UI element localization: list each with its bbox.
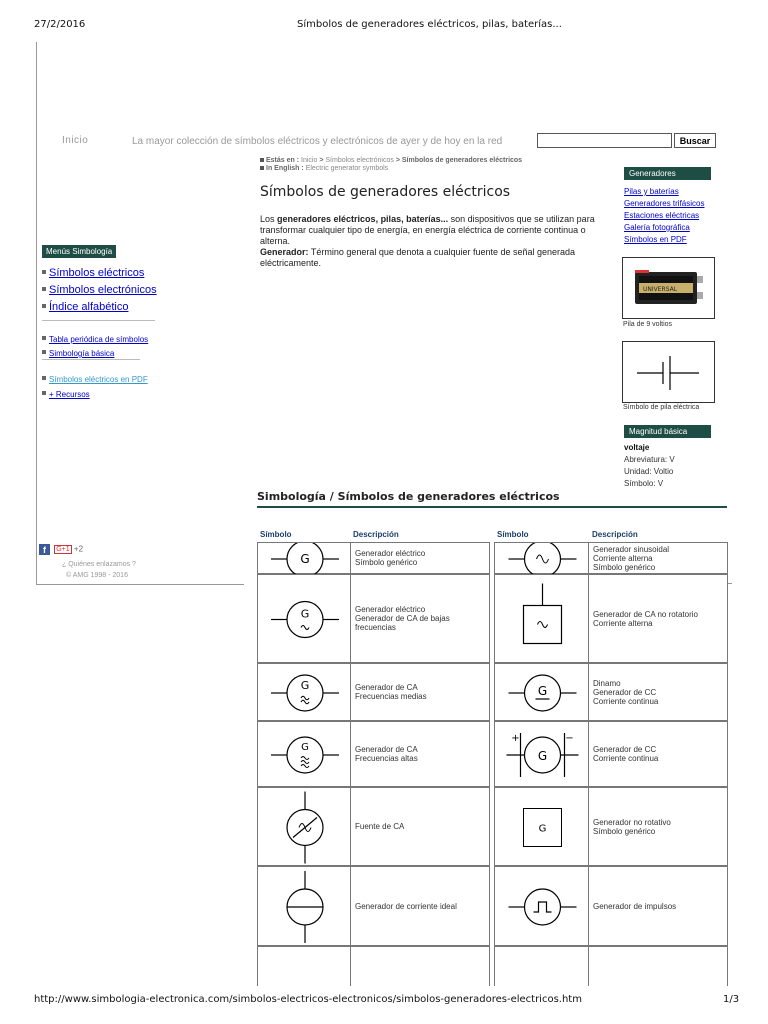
description-line: Fuente de CA [355, 822, 405, 831]
description-line: Generador sinusoidal [593, 544, 670, 554]
print-title: Símbolos de generadores eléctricos, pilas, baterías... [297, 19, 562, 30]
google-plus-button[interactable]: G+1 [56, 546, 70, 553]
description-line: Generador de CA [355, 745, 418, 754]
battery-photo[interactable] [622, 257, 715, 319]
breadcrumb-separator: > [319, 157, 324, 164]
description-cell [588, 787, 728, 866]
description-line: Símbolo genérico [593, 826, 656, 836]
symbol-cell [494, 663, 589, 721]
page-frame-tick [728, 583, 732, 584]
description-cell [350, 787, 490, 866]
battery-image-icon [623, 258, 714, 318]
menu-link[interactable]: Índice alfabético [49, 301, 129, 313]
empty-cell [494, 946, 589, 986]
dynamo-icon [495, 664, 590, 722]
svg-text:G: G [300, 679, 310, 692]
description-line: Símbolo genérico [355, 558, 418, 567]
pulse-generator-icon [495, 867, 590, 947]
definition-term: Generador: [260, 247, 309, 257]
description-line: Generador de CA [355, 683, 418, 692]
intro-text: Los [260, 214, 278, 224]
bullet-icon [42, 350, 46, 354]
symbol-cell [257, 663, 351, 721]
description-line: Corriente continua [593, 754, 659, 763]
description-line: Frecuencias medias [355, 692, 427, 701]
menu-link[interactable]: Simbología básica [49, 349, 115, 358]
description-line: Corriente continua [593, 696, 659, 706]
svg-text:G: G [301, 742, 309, 753]
symbol-cell [494, 721, 589, 787]
site-tagline: La mayor colección de símbolos eléctricos y electrónicos de ayer y de hoy en la red [132, 136, 503, 147]
bullet-icon [42, 336, 46, 340]
empty-cell [588, 946, 728, 986]
page-frame-left [36, 42, 37, 584]
svg-text:−: − [565, 733, 574, 744]
svg-text:+: + [511, 733, 520, 744]
menu-item[interactable] [42, 384, 90, 402]
search-button[interactable]: Buscar [674, 133, 716, 148]
symbol-cell [257, 542, 351, 574]
description-line: Generador eléctrico [355, 605, 426, 614]
english-link[interactable]: Electric generator symbols [305, 165, 389, 172]
symbol-cell [494, 574, 589, 663]
description-cell [588, 663, 728, 721]
menu-item[interactable] [42, 297, 129, 315]
description-line: Corriente alterna [593, 618, 653, 628]
description-line: Generador eléctrico [355, 549, 426, 558]
description-line: Generador de impulsos [593, 901, 677, 911]
battery-caption: Pila de 9 voltios [623, 321, 673, 328]
bullet-icon [42, 287, 46, 291]
print-page-number: 1/3 [723, 994, 740, 1005]
intro-bold: generadores eléctricos, pilas, baterías... [277, 214, 449, 224]
symbol-cell [257, 866, 351, 946]
generator-ac-low-freq-icon [258, 575, 352, 664]
col-header-description: Descripción [353, 530, 399, 539]
svg-text:G: G [537, 749, 548, 763]
col-header-symbol: Símbolo [260, 530, 292, 539]
sidebar-link[interactable]: Pilas y baterías [624, 187, 679, 196]
battery-symbol-icon [623, 342, 714, 402]
magnitude-abbreviation: Abreviatura: V [624, 455, 675, 464]
description-cell [350, 574, 490, 663]
description-cell [588, 542, 728, 574]
description-cell [588, 721, 728, 787]
svg-text:G: G [537, 684, 548, 698]
col-header-description: Descripción [592, 530, 638, 539]
non-rotating-generator-icon [495, 788, 590, 867]
menu-divider [42, 320, 155, 321]
breadcrumb-section[interactable]: Símbolos electrónicos [325, 157, 394, 164]
sidebar-link[interactable]: Generadores trifásicos [624, 199, 705, 208]
bullet-icon [42, 391, 46, 395]
col-header-symbol: Símbolo [497, 530, 529, 539]
print-url: http://www.simbologia-electronica.com/simbolos-electricos-electronicos/simbolos-generadores-electricos.htm [34, 994, 582, 1005]
sidebar-heading-magnitude: Magnitud básica [624, 425, 711, 438]
description-line: Generador de corriente ideal [355, 901, 457, 911]
symbol-cell [257, 787, 351, 866]
breadcrumb [260, 157, 522, 164]
description-cell [350, 866, 490, 946]
social-buttons [39, 544, 83, 555]
menu-item[interactable] [42, 280, 157, 298]
english-link-row [260, 165, 388, 172]
sidebar-link[interactable]: Símbolos en PDF [624, 235, 687, 244]
section-underline [257, 506, 727, 508]
search-input[interactable] [537, 133, 672, 148]
bullet-icon [42, 376, 46, 380]
non-rotating-ac-generator-icon [495, 575, 590, 664]
description-line: Generador de CC [593, 745, 657, 754]
breadcrumb-current: Símbolos de generadores eléctricos [401, 157, 523, 164]
menu-link[interactable]: Símbolos eléctricos [49, 267, 145, 279]
magnitude-unit: Unidad: Voltio [624, 467, 674, 476]
copyright: © AMG 1998 - 2016 [66, 572, 128, 579]
sidebar-link[interactable]: Galería fotográfica [624, 223, 690, 232]
generator-ac-medium-freq-icon [258, 664, 352, 722]
menu-item[interactable] [42, 263, 144, 281]
description-line: Frecuencias altas [355, 754, 418, 763]
description-line: Corriente alterna [593, 553, 653, 563]
description-cell [588, 866, 728, 946]
intro-paragraph [260, 214, 605, 269]
description-line: frecuencias [355, 623, 396, 632]
bullet-icon [42, 304, 46, 308]
symbol-cell [257, 574, 351, 663]
menu-link[interactable]: Símbolos eléctricos en PDF [49, 375, 148, 384]
menu-divider [42, 359, 140, 360]
bullet-icon [42, 270, 46, 274]
bullet-icon [260, 158, 264, 162]
menu-link[interactable]: Símbolos electrónicos [49, 284, 157, 296]
svg-text:G: G [538, 823, 547, 835]
empty-cell [257, 946, 351, 986]
share-count: +2 [73, 544, 84, 554]
ideal-current-generator-icon [258, 867, 352, 947]
description-cell [350, 542, 490, 574]
magnitude-name: voltaje [624, 443, 650, 452]
description-cell [588, 574, 728, 663]
generator-ac-high-freq-icon [258, 722, 352, 788]
empty-cell [350, 946, 490, 986]
sinusoidal-generator-icon [495, 543, 590, 575]
definition-text: Término general que denota a cualquier fuente de señal generada eléctricamente. [260, 247, 576, 268]
ac-source-icon [258, 788, 352, 867]
page-frame-bottom [36, 584, 244, 585]
generator-g-icon [258, 543, 352, 575]
description-cell [350, 663, 490, 721]
who-links[interactable]: ¿ Quiénes enlazamos ? [62, 561, 136, 568]
description-line: Generador no rotativo [593, 817, 671, 827]
bullet-icon [260, 166, 264, 170]
menu-heading: Menús Simbología [42, 245, 116, 258]
dc-generator-icon [495, 722, 590, 788]
description-line: Generador de CC [593, 687, 657, 697]
description-line: Dinamo [593, 678, 621, 688]
symbol-cell [494, 866, 589, 946]
facebook-icon[interactable]: f [39, 544, 50, 555]
intro-text: son dispositivos que se utilizan para transformar cualquier tipo de energía, en energía eléctrica de corriente continua o alterna. [260, 214, 595, 246]
symbol-cell [494, 787, 589, 866]
page-title: Símbolos de generadores eléctricos [260, 184, 511, 200]
breadcrumb-label: Estás en : [266, 157, 300, 164]
battery-brand: UNIVERSAL [643, 286, 678, 293]
symbol-cell [494, 542, 589, 574]
menu-link[interactable]: Tabla periódica de símbolos [49, 335, 149, 344]
magnitude-symbol: Símbolo: V [624, 479, 664, 488]
battery-symbol-caption: Símbolo de pila eléctrica [623, 404, 700, 411]
menu-link[interactable]: + Recursos [49, 390, 90, 399]
description-cell [350, 721, 490, 787]
description-line: Generador de CA de bajas [355, 614, 450, 623]
svg-text:G: G [300, 552, 310, 566]
sidebar-heading-generators: Generadores [624, 167, 711, 180]
symbol-cell [257, 721, 351, 787]
battery-symbol-image[interactable] [622, 341, 715, 403]
breadcrumb-separator: > [395, 157, 400, 164]
description-line: Generador de CA no rotatorio [593, 609, 698, 619]
sidebar-link[interactable]: Estaciones eléctricas [624, 211, 700, 220]
nav-home-link[interactable]: Inicio [62, 135, 89, 146]
svg-text:G: G [300, 607, 310, 621]
breadcrumb-home[interactable]: Inicio [301, 157, 318, 164]
table-section-title: Simbología / Símbolos de generadores eléctricos [257, 490, 560, 503]
print-date: 27/2/2016 [34, 19, 86, 30]
description-line: Símbolo genérico [593, 562, 656, 572]
english-label: In English : [266, 165, 304, 172]
